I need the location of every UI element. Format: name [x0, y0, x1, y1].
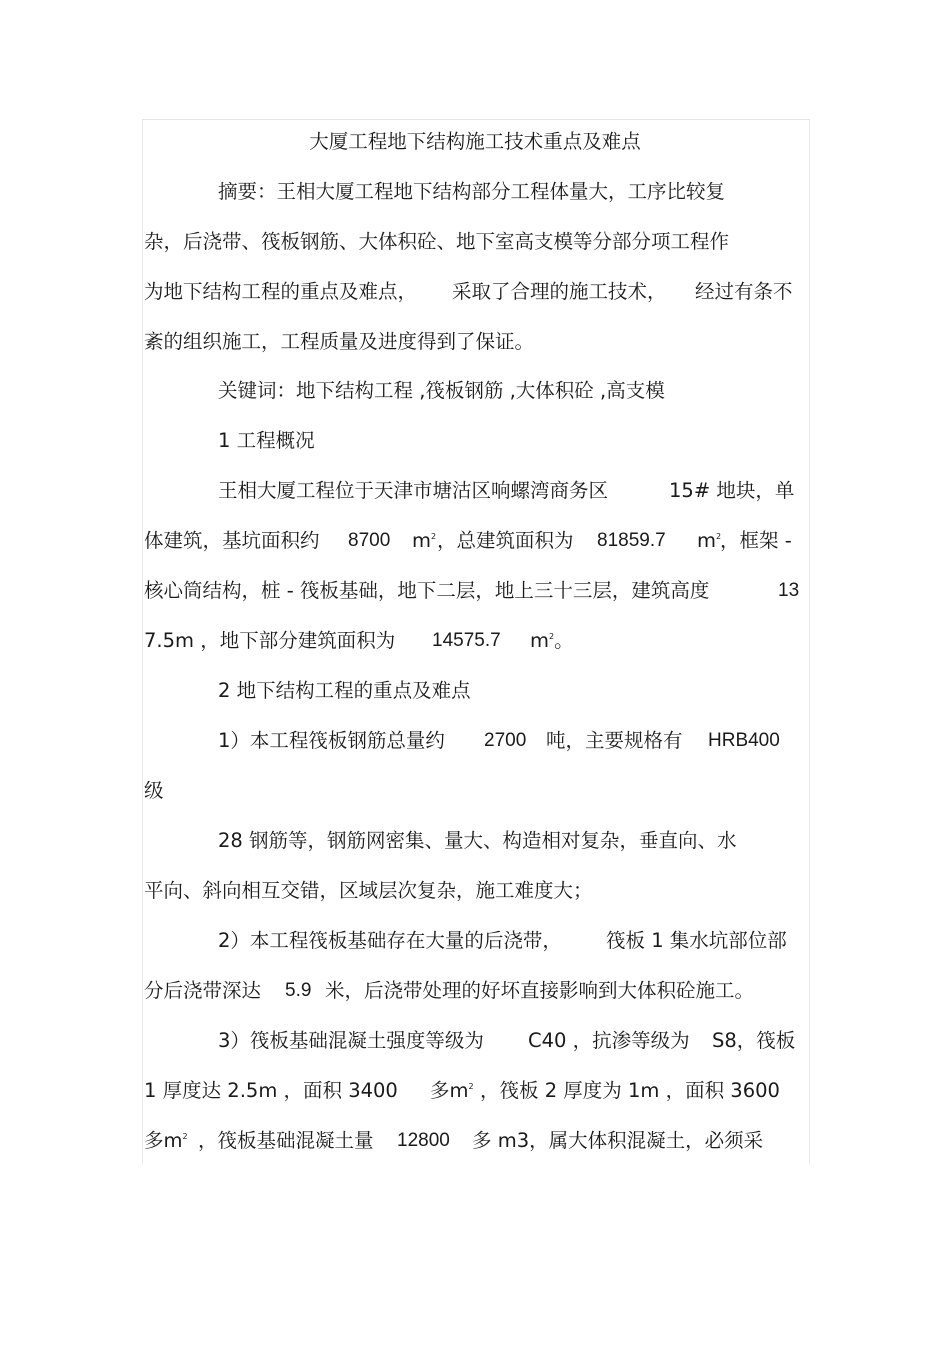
- unit-sup: 2: [468, 1082, 474, 1091]
- item3-unit-2: [144, 1128, 188, 1154]
- item1-line-1a: 1）本工程筏板钢筋总量约: [218, 729, 445, 752]
- p1-line-3b: 13: [778, 580, 800, 601]
- item1-tonnage: 2700: [484, 730, 527, 751]
- item2-line-2b: 米，后浇带处理的好坏直接影响到大体积砼施工。: [325, 979, 755, 1002]
- p1-site-area: 8700: [348, 530, 391, 551]
- unit-m: 多m: [144, 1129, 183, 1152]
- item1-line-3: 28 钢筋等，钢筋网密集、量大、构造相对复杂，垂直向、水: [218, 829, 737, 852]
- document-title: 大厦工程地下结构施工技术重点及难点: [309, 130, 641, 153]
- item3-line-3a: ，筏板基础混凝土量: [198, 1129, 374, 1152]
- item3-line-3b: 多 m3，属大体积混凝土，必须采: [472, 1129, 764, 1152]
- section-2-heading: 2 地下结构工程的重点及难点: [218, 679, 471, 702]
- p1-line-2a: 体建筑，基坑面积约: [144, 529, 320, 552]
- unit-m: 多m: [430, 1079, 469, 1102]
- p1-line-3a: 核心筒结构，桩 - 筏板基础，地下二层，地上三十三层，建筑高度: [144, 579, 710, 602]
- abstract-line-2: 杂，后浇带、筏板钢筋、大体积砼、地下室高支模等分部分项工程作: [144, 230, 730, 253]
- unit-sup: 2: [549, 632, 555, 641]
- abstract-line-4: 紊的组织施工，工程质量及进度得到了保证。: [144, 330, 535, 353]
- p1-basement-area: 14575.7: [432, 630, 501, 651]
- item3-line-1a: 3）筏板基础混凝土强度等级为: [218, 1029, 484, 1052]
- unit-m: m: [530, 629, 549, 652]
- p1-unit-2: [697, 528, 721, 554]
- p1-total-area: 81859.7: [597, 530, 666, 551]
- p1-line-1a: 王相大厦工程位于天津市塘沽区响螺湾商务区: [218, 479, 609, 502]
- item2-line-1a: 2）本工程筏板基础存在大量的后浇带，: [218, 929, 562, 952]
- p1-unit-3: [530, 628, 574, 654]
- item3-concrete-volume: 12800: [397, 1130, 450, 1151]
- unit-m: m: [697, 529, 716, 552]
- item1-line-2: 级: [144, 779, 164, 802]
- item2-line-1b: 筏板 1 集水坑部位部: [606, 929, 787, 952]
- unit-m: m: [412, 529, 431, 552]
- item3-unit-1: [430, 1078, 474, 1104]
- keywords: 关键词：地下结构工程 ,筏板钢筋 ,大体积砼 ,高支模: [218, 379, 665, 402]
- abstract-line-3a: 为地下结构工程的重点及难点，: [144, 280, 418, 303]
- p1-line-1b: 15# 地块，单: [669, 479, 795, 502]
- item3-line-2b: ，筏板 2 厚度为 1m ，面积 3600: [480, 1079, 780, 1102]
- abstract-line-3c: 经过有条不: [695, 280, 793, 303]
- item3-line-2a: 1 厚度达 2.5m ，面积 3400: [144, 1079, 398, 1102]
- p1-line-2c: ，框架 -: [720, 529, 792, 552]
- abstract-line-1: 摘要：王相大厦工程地下结构部分工程体量大，工序比较复: [218, 180, 726, 203]
- section-1-heading: 1 工程概况: [218, 429, 315, 452]
- unit-sup: 2: [716, 532, 722, 541]
- item1-line-1b: 吨，主要规格有: [546, 729, 683, 752]
- item2-depth: 5.9: [285, 980, 312, 1001]
- item3-line-1c: S8，筏板: [712, 1029, 796, 1052]
- item3-line-1b: C40 ，抗渗等级为: [528, 1029, 690, 1052]
- p1-line-4a: 7.5m ，地下部分建筑面积为: [144, 629, 396, 652]
- item1-grade: HRB400: [708, 730, 780, 751]
- abstract-line-3b: 采取了合理的施工技术，: [452, 280, 667, 303]
- unit-sup: 2: [431, 532, 437, 541]
- p1-line-2b: ，总建筑面积为: [437, 529, 574, 552]
- unit-sup: 2: [182, 1132, 188, 1141]
- item1-line-4: 平向、斜向相互交错，区域层次复杂，施工难度大；: [144, 879, 593, 902]
- item2-line-2a: 分后浇带深达: [144, 979, 262, 1002]
- period: 。: [554, 629, 574, 652]
- p1-unit-1: [412, 528, 436, 554]
